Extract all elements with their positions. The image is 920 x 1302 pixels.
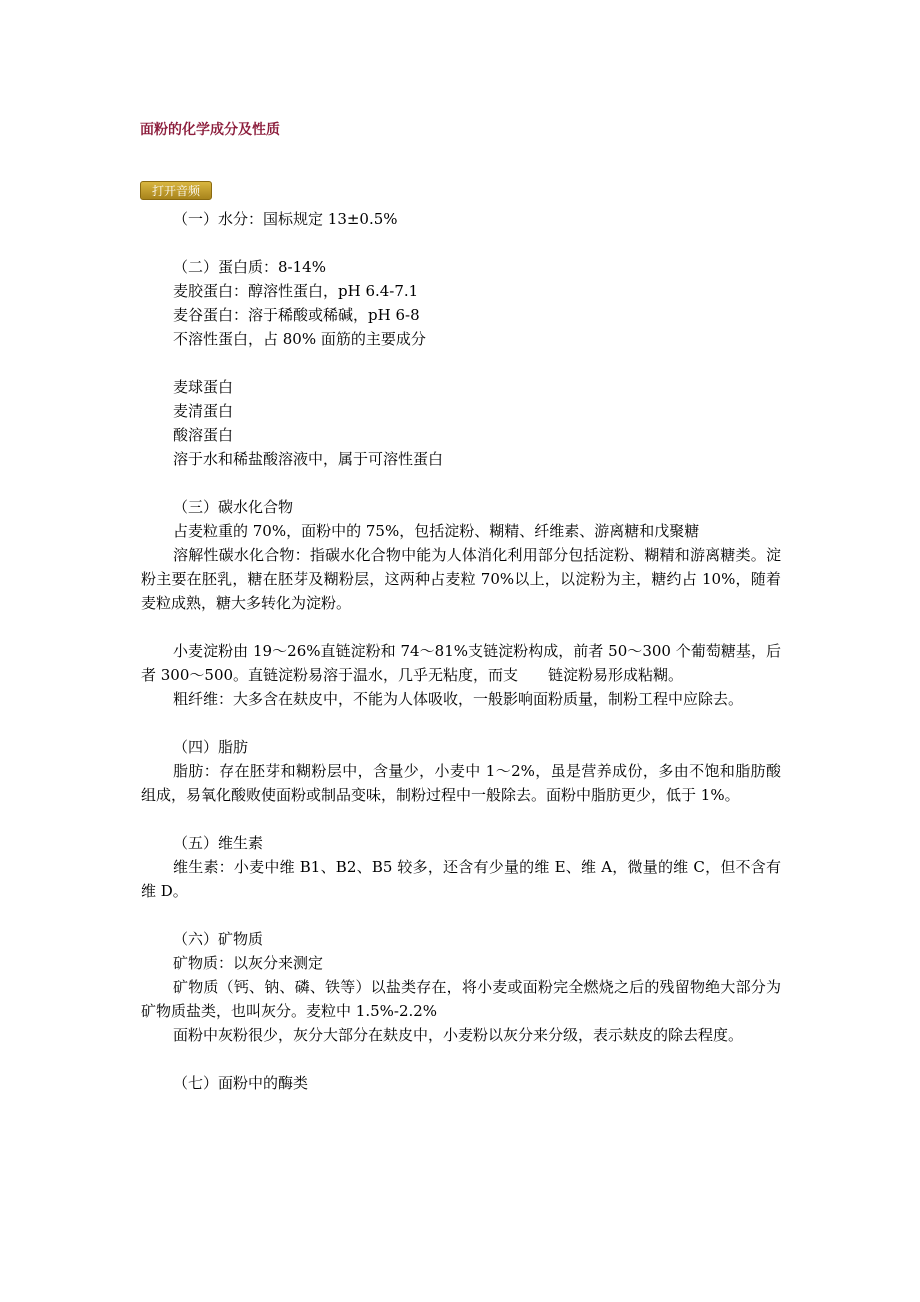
protein-line: 麦球蛋白	[173, 378, 234, 396]
protein-line: 不溶性蛋白，占 80% 面筋的主要成分	[173, 330, 426, 348]
page-title: 面粉的化学成分及性质	[140, 122, 280, 138]
section-3-heading: （三）碳水化合物	[173, 498, 294, 516]
section-2-heading: （二）蛋白质：8-14%	[173, 258, 326, 276]
mineral-paragraph: 面粉中灰粉很少，灰分大部分在麸皮中，小麦粉以灰分来分级，表示麸皮的除去程度。	[173, 1026, 744, 1044]
protein-line: 麦谷蛋白：溶于稀酸或稀碱，pH 6-8	[173, 306, 420, 324]
protein-line: 溶于水和稀盐酸溶液中，属于可溶性蛋白	[173, 450, 444, 468]
protein-line: 麦清蛋白	[173, 402, 234, 420]
section-7-heading: （七）面粉中的酶类	[173, 1074, 309, 1092]
carbohydrate-paragraph: 小麦淀粉由 19～26%直链淀粉和 74～81%支链淀粉构成，前者 50～300 个葡萄糖基，后者 300～500。直链淀粉易溶于温水，几乎无粘度，而支 链淀粉易形成粘糊。	[141, 642, 781, 684]
section-5-heading: （五）维生素	[173, 834, 264, 852]
protein-line: 酸溶蛋白	[173, 426, 234, 444]
carbohydrate-paragraph: 溶解性碳水化合物：指碳水化合物中能为人体消化利用部分包括淀粉、糊精和游离糖类。淀粉主要在胚乳，糖在胚芽及糊粉层，这两种占麦粒 70%以上，以淀粉为主，糖约占 10%，随着麦粒成熟，糖大多转化为淀粉。	[141, 546, 781, 612]
carbohydrate-paragraph: 粗纤维：大多含在麸皮中，不能为人体吸收，一般影响面粉质量，制粉工程中应除去。	[173, 690, 744, 708]
open-audio-button[interactable]: 打开音频	[140, 181, 212, 200]
section-1-heading: （一）水分：国标规定 13±0.5%	[173, 210, 398, 228]
section-4-heading: （四）脂肪	[173, 738, 249, 756]
section-6-heading: （六）矿物质	[173, 930, 264, 948]
vitamin-paragraph: 维生素：小麦中维 B1、B2、B5 较多，还含有少量的维 E、维 A，微量的维 C，但不含有维 D。	[141, 858, 781, 900]
carbohydrate-paragraph: 占麦粒重的 70%，面粉中的 75%，包括淀粉、糊精、纤维素、游离糖和戊聚糖	[173, 522, 700, 540]
protein-line: 麦胶蛋白：醇溶性蛋白，pH 6.4-7.1	[173, 282, 419, 300]
mineral-paragraph: 矿物质：以灰分来测定	[173, 954, 324, 972]
mineral-paragraph: 矿物质（钙、钠、磷、铁等）以盐类存在，将小麦或面粉完全燃烧之后的残留物绝大部分为矿物质盐类，也叫灰分。麦粒中 1.5%-2.2%	[141, 978, 781, 1020]
article-body	[141, 207, 781, 1095]
fat-paragraph: 脂肪：存在胚芽和糊粉层中，含量少，小麦中 1～2%，虽是营养成份，多由不饱和脂肪酸组成，易氧化酸败使面粉或制品变味，制粉过程中一般除去。面粉中脂肪更少，低于 1%。	[141, 762, 781, 804]
